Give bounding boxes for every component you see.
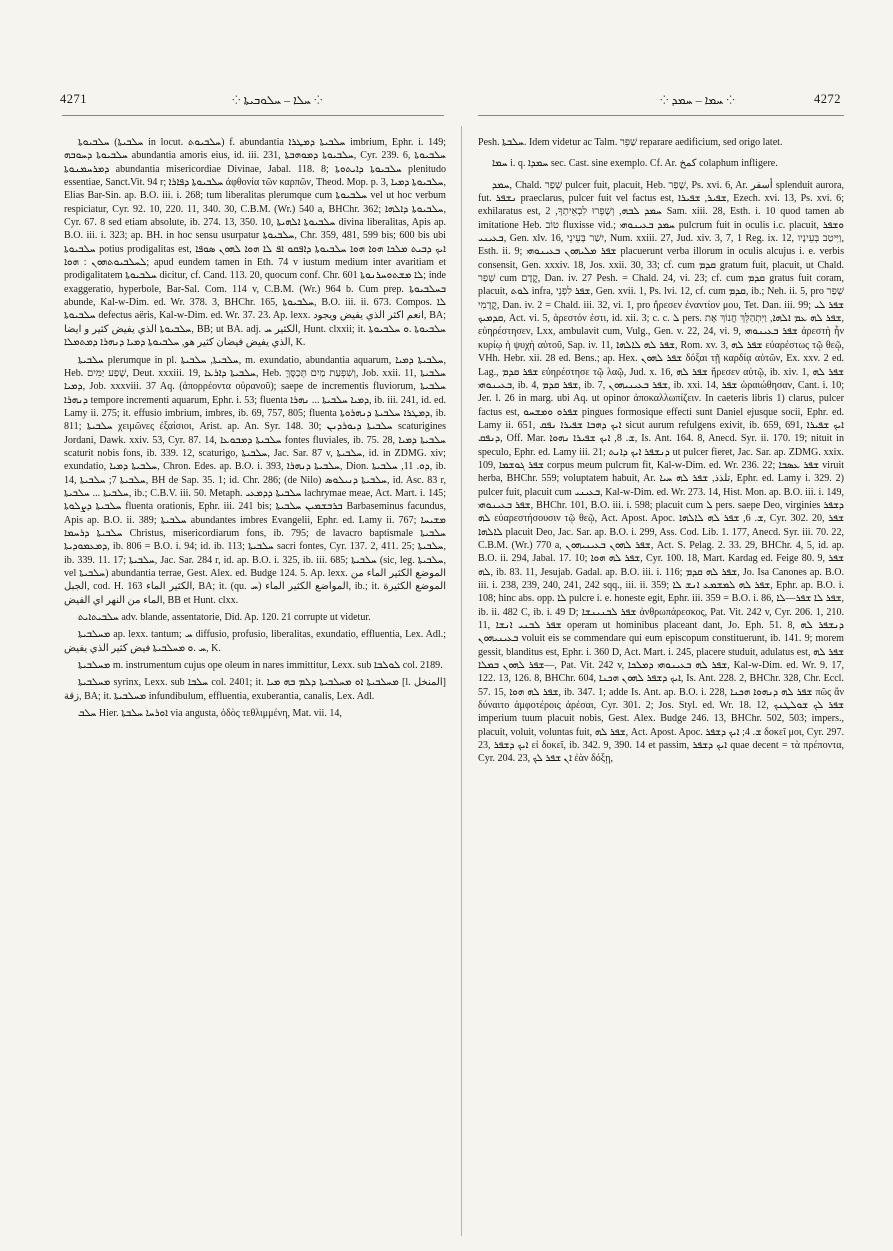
entry-paragraph: ܚܠܒܝܬܐ plerumque in pl. ܚܠܒܝܬܐ, ܚܠܒܝܬܐ, m. exundatio, abundantia aquarum, ܚܠܒܝܬܐ ܕܡܝܐ, Heb. שֶׁפַע יַמִּים, Deut. xxxiii. 19, ܚܠܒܝܬܐ ܕܐܪܥܐ, Heb. וְשִׁפְעַת מַיִם תְּכַסֶּךָּ, Job. xxii. 11, ܚܠܒܝܬܐ ܕܡܝܐ, Job. xxxviii. 37 Aq. (ἀπορρέοντα οὐρανοῦ); saepe de incrementis fluviorum, ܚܠܒܝܬܐ ܕܢܗܪܐ tempore incrementi aquarum, Ephr. i. 53; fluenta ܕܡܝܐ ܚܠܒܝܬܐ ... ܢܗܪܐ, ib. iii. 241, id. ed. Lamy ii. 275; it. effusio imbrium, imbres, ib. 69, 757, 805; fluenta ܕܡܛܪܐ ܚܠܒܝܬܐ ܕܢܗܪܘܬܐ, ib. 811; ܚܠܒܝܬܐ χειμῶνες ἐξαίσιοι, Arist. ap. An. Syr. 148. 30; ܚܠܒܝܬܐ ܕܝܘܪܕܢܢ scaturigines Jordani, Dawk. xxiv. 53, Cyr. 87. 14, ܚܠܒܝܬܐ ܕܡܒܘܥܐ fontes fluviales, ib. 75. 28, ܚܠܒܝܬܐ ܕܡܝܐ scaturit nobis fons, ib. 339. 12, scaturigo, ܚܠܒܝܬܐ, Jac. Sar. 87 v, ܚܠܒܝܬܐ, id. in ZDMG. xiv; exundatio, ܚܠܒܝܬܐ ܕܡܝܐ, Chron. Edes. ap. B.O. i. 393, ܚܠܒܝܬܐ ܕܢܗܪܐ, Dion. ܕܘ. 11, ܚܠܒܝܬܐ, ib. 14, ܚܠܒܝܬܐ 7; ܚܠܒܝܬܐ, BH de Sap. 35. 1; id. Chr. 286; (de Nilo) ܚܠܒܝܬܐ ܕܢܝܠܘܣ, id. Asc. 83 r, ܚܠܒܝܬܐ ... ܚܠܒܝܬܐ, ib.; C.B.V. iii. 50. Metaph. ܚܠܒܝܬܐ ܕܕܡܥܝ lachrymae meae, Act. Mart. i. 145; ܚܠܒܝܬܐ ܕܨܠܘܬܐ fluenta orationis, Ephr. iii. 241 bis; ܒܪܒܫܡܝܢ ܚܠܒܝܬܐ Barbaseminus facundus, Apis ap. B.O. ii. 389; ܚܠܒܝܬܐ abundantes imbres Evangelii, Ephr. ed. Lamy ii. 767; ܡܫܝܚܐ ܚܠܒܝܬܐ ܕܪܚܡܐ Christus, misericordiarum fons, ib. 795; de lavacro baptismale ܚܠܒܝܬܐ ܕܡܥܡܘܕܝܬܐ, ib. 806 = B.O. i. 94; id. ib. 113; ܚܠܒܝܬܐ sacri fontes, Cyr. 137. 2, 411. 25; ܚܠܒܝܬܐ, ib. 339. 11. 17; ܚܠܒܝܬܐ, Jac. Sar. 284 r, id. ap. B.O. i. 325, ib. iii. 685; ܚܠܒܝܬܐ (sic, leg. ܚܠܒܝܬܐ, vel ܚܠܒܝܬܐ) abundantia terrae, Gest. Alex. ed. Budge 124. 5. Ap. lexx. الموضع الكثير الماء من الجبل, cod. H. 163 الكثير الماء, BA; it. (qu. ܚ) المواضع الكثير الماء, ib.; it. الموضع الكثيرة الماء من النهر اي الفيض, BB et Hunt. clxx. [64,354,446,606]
entry-paragraph: ܚܠܒܝܬܐܝܬ adv. blande, assentatorie, Did. Ap. 120. 21 corrupte ut videtur. [78,612,371,624]
header-rule-right [478,115,844,116]
page-number-right: 4272 [814,92,841,106]
running-head-left: ⁘ ܚܠܐ ‒ ܚܠܘܒܝܬܐ ⁘ [232,93,323,107]
entry-paragraph: ܡܚܠܒܝܬܐ ap. lexx. tantum; ܚ diffusio, profusio, liberalitas, exundatio, effluentia, Lex. Adl.; ܚ .ܘ ܡܚܠܒܝܬܐ فيض كثير الذي يفيض, K. [64,629,446,654]
column-divider [461,126,462,1236]
entry-paragraph: ܚܡܕ, Chald. שְׁפַר pulcer fuit, placuit, Heb. שָׁפַר, Ps. xvi. 6, Ar. أسفر splenduit aurora, fut. ܢܫܦܪ praeclarus, pulcer fuit vel factus est, ܫܦܝܪ, ܫܦܝܪܐ, Ezech. xvi. 13, Ps. xvi. 6; exhilaratus est, ܚܡܕ ܠܒܗ, וְשָׁפְרוּ לִבְאֵיתְךָ, 2 Sam. xiii. 28, Esth. i. 10 quod tamen ab imitatione Heb. טוֹב fluxisse vid.; ܚܡܕ ܒܥܝܢܘܗܝ pulcrum fuit in oculis i.c. placuit, ܘܫܦܪ ܒܥܝܢܝ, Gen. xlv. 16, יִשַׁר בְּעֵינֵי, Num. xxiii. 27, Jud. xiv. 3, 7, 1 Reg. ix. 12, וַיִּיטַב בְּעֵינָיו, Esth. ii. 9; ܫܦܪ ܡܠܝܗܘܢ ܒܥܝܢܘܗܝ placuerunt verba illorum in oculis alcujus i. e. verbis consensit, Gen. xxxiv. 18, Jos. xxii. 30, 33; cf. cum ܩܕܡ gratum fuit, placuit, ut Chald. שְׁפַר cum קֳדָם, Dan. iv. 27 Pesh. = Chald. 24, vi. 23; cf. cum ܩܕܡ gratus fuit coram, placuit, ܠܘܬ infra, ܫܦܪ לִפְנֵי, Gen. xvii. 1, Ps. lvi. 12, cf. cum ܩܕܡ, ib.; Neh. ii. 5, pro שְׁפַר קֳדָמִי, Dan. iv. 2 = Chald. iii. 32, vi. 1, pro ἤρεσεν ἐναντίον μου, Tet. Dan. iii. 99; ܫܦܪ ܠܝ ܩܕܡܝܟ, Act. vi. 5, ἀρεστόν ἐστι, id. xii. 3; c. c. ܠ pers. ܫܦܪ ܠܗ ܥܡ ܐܠܗܐ, וַיִּתְהַלֵּךְ חֲנוֹךְ אֶת, εὐηρέστησεν, Lxx, ambulavit cum, Vulg., Gen. v. 22, 24, vi. 9, ܫܦܪ ܒܥܝܢܘܗܝ ἀρεστὴ ἦν κυρίῳ ἡ ψυχὴ αὐτοῦ, Sap. iv. 11, ܫܦܪ ܠܗ ܠܐܠܗܐ, Rom. xv. 3, ܫܦܪ ܠܗ εὐαρέστως τῷ θεῷ, VHh. Hebr. xii. 28 ed. Bens.; ap. Hex. ܫܦܪ ܠܗܘܢ δόξαι τῇ καρδίᾳ αὐτῶν, Ex. xxv. 2 ed. Lag., ܫܦܪ ܩܕܡ εὐηρέστησε τῷ λαῷ, Jud. x. 16, ܫܦܪ ܠܗ ἤρεσεν αὐτῷ, ib. xiv. 1, ܫܦܪ ܠܗ ܒܥܝܢܘܗܝ, ib. 4, ܫܦܪ ܩܕܡ, ib. 7, ܫܦܪ ܒܥܝܢܝܗܘܢ, ib. xxi. 14, ܫܦܪ ὡραιώθησαν, Cant. i. 10; Jer. l. 26 in marg. ubi Aq. ut opinor ἀποκαλλωπίζειν. In caeteris libris 1) clarus, pulcer factus est, ܫܦܪܘ ܘܡܫܚܘ pingues formosique effecti sunt Daniel ejusque socii, Ephr. ed. Lamy ii. 651, ܐܝܟ ܕܗܒܐ ܫܦܝܪܐ ܢܦܩ sicut aurum refulgens exivit, ib. 659, 691, ܐܝܟ ܫܦܝܪܐ ܕܢܦܩ, Off. Mar. ܫ. 8, ܐܝܟ ܫܦܝܪܐ ܢܗܘܐ, Is. Ant. 164. 8, Anecd. Syr. ii. 170. 19; nituit in speculo, Ephr. ed. Lamy iii. 21; ܕܢܫܦܪ ܐܝܟ ܕܐܢܬ ut pulcer fieret, Jac. Sar. ap. ZDMG. xxix. 109, ܫܦܪ ܓܘܫܡܐ corpus meum pulcrum fit, Kal-w-Dim. ed. Wr. 236. 22; ܫܦܪ ܥܣܒܐ viruit herba, BHChr. 559; voluptatem habuit, Ar. تلذذ, ܫܦܪ ܠܗ ܚܝܐ, Ephr. ed. Lamy i. 329. 2) pulcer fuit, placuit cum ܒܥܝܢܝ, Kal-w-Dim. ed. Wr. 273. 14, Hist. Mon. ap. B.O. iii. i. 149, ܫܦܪ ܒܥܝܢܘܗܝ, BHChr. 101, B.O. iii. i. 598; placuit cum ܠ pers. saepe Deo, virginies ܕܫܦܪ ܠܗ εὐαρεστήσουσιν τῷ θεῷ, Act. Apost. Apoc. ܫ. 6, ܫܦܪ ܠܗ ܠܐܠܗܐ, Cyr. 302. 20, ܫܦܪ ܠܐܠܗܐ placuit Deo, Jac. Sar. ap. B.O. i. 299, Ass. Cod. Lib. 1. 177, Anecd. Syr. iii. 70. 22, C.B.M. (Wr.) 770 a, ܫܦܪ ܠܗܘܢ ܒܥܝܢܝܗܘܢ, Act. S. Pelag. 2. 33. 29, BHChr. 4, 5, id. ap. B.O. ii. 294, Jabal. 17. 10; ܫܦܪ ܠܗ ܗܘܐ, Cyr. 100. 18, Mart. Kardag ed. Feige 80. 9, ܫܦܪ ܠܗ, ib. 83. 11, Jesujab. Gadal. ap. B.O. iii. i. 116; ܫܦܪ ܠܗ ܩܕܡ, Jo. Isa Canones ap. B.O. iii. i. 238, 239, 240, 241, 242 sqq., iii. ii. 359; ܫܦܪ ܠܗ ܠܡܫܡܥ ܐܢܫ ܠܐ, Ephr. ap. B.O. i. 108; hinc abs. opp. ܠܐ pulcre i. e. honeste egit, Ephr. iii. 359 = B.O. i. 86, ܫܦܪ ܠܐ ܫܦܪ—ܠܐ, ib. ii. 482 C, ib. i. 49 D; ܫܦܪ ܠܒܢܝܢܫܐ ἀνθρωπάρεσκος, Pat. Vit. 242 v, Cyr. 206. 1, 210. 11, ܫܦܪ ܠܒܢܝ ܐܢܫܐ operam ut hominibus placeant dant, Jo. Eph. 51. 8, ܕܢܫܦܪ ܠܗ ܒܥܝܢܝܗܘܢ voluit eis se commendare qui eum episcopum constituerunt, ib. 141. 9; morem gessit, blanditus est, Ephr. i. 360 D, Act. Mart. i. 245, placere studuit, adulatus est, ܫܦܪ ܠܗ—ܫܦܪ ܠܗܘܢ ܒܡܠܐ, Pat. Vit. 242 v, ܫܦܪ ܠܗ ܒܥܝܢܘܗܝ ܕܡܠܟܐ, Kal-w-Dim. ed. Wr. 9. 17, 122. 13, 126. 8, BHChr. 604, ܐܝܟ ܕܫܦܪ ܠܗܘܢ ܗܟܢܐ, Is. Ant. 228. 2, BHChr. 328, Chr. Eccl. 57. 15, ܫܦܪ ܠܗ ܗܘܐ, ib. 347. 1; adde Is. Ant. ap. B.O. i. 228, ܫܦܪ ܠܗ ܕܢܗܘܐ ܗܟܢܐ πῶς ἂν δύναιτο ἀμφοτέροις ἀρέσαι, Cyr. 301. 2; Jos. Styl. ed. Wr. 18. 12, ܫܦܪ ܠܟ ܫܘܠܛܢܟ imperium tuum placuit nobis, Gest. Alex. Budge 246. 13, BHChr. 502, 503; impers., placuit, voluit, voluntas fuit, ܫܦܪ ܠܗ, Act. Apost. Apoc. ܫ. 4; ܐܝܟ ܕܫܦܪ δοκεῖ μοι, Cyr. 297. 23, ܐܝܟ ܕܫܦܪ εἰ δοκεῖ, ib. 342. 9, 390. 14 et passim, ܐܝܟ ܕܫܦܪ quae decent = τὰ πρέποντα, Cyr. 204. 23, ܐܢ ܫܦܪ ܠܟ ἐὰν δόξῃ, [478,179,844,765]
entry-paragraph: ܡܚܠܒܝܬܐ syrinx, Lexx. sub ܚܠܒܐ col. 2401; it. ܡܚܠܒܝܬܐ ܐܘ ܡܚܠܒܝܬܐ ܕܠܡ ܒܗ ܡܝܐ [l. المنخل] زقة, BA; it. ܡܚܠܒܝܬܐ infundibulum, effluentia, exuberantia, canalis, Lex. Adl. [64,677,446,702]
page-header [60,92,841,114]
running-head-right: ⁘ ܚܡܐ ‒ ܚܡܕ ⁘ [660,93,735,107]
left-column [64,136,446,1236]
entry-paragraph: ܡܚܠܒܝܬܐ m. instrumentum cujus ope oleum in nares immittitur, Lexx. sub ܠܘܠܒܐ col. 2189. [78,660,443,672]
entry-paragraph: ܚܡܐ i. q. ܚܡܕܐ sec. Cast. sine exemplo. Cf. Ar. كمخ colaphum infligere. [492,158,778,170]
entry-paragraph: ܚܠܒܝܘܬܐ (ܚܠܒܝܬܐ in locut. ܚܠܒܝܘܬ) f. abundantia ܚܠܒܝܬܐ ܕܡܛܪܐ imbrium, Ephr. i. 149; ܚܠܒܝܘܬܐ ܕܚܘܒܗ abundantia amoris eius, id. iii. 231, ܚܠܒܝܘܬܐ ܕܡܘܗܒܬܐ, Cyr. 239. 6, ܚܠܒܝܘܬܐ ܕܡܪܚܡܢܘܬܐ abundantia misericordiae Divinae, Jabal. 118. 8; ܚܠܒܝܘܬܐ ܕܐܝܬܘܬܐ plenitudo essentiae, Sanct.Vit. 94 r; ܚܠܒܝܘܬܐ ܕܦܐܪܐ ἀφθονία τῶν καρπῶν, Theod. Mop. p. 3, ܚܠܒܝܘܬܐ ܕܡܝܐ, Elias Bar-Sin. ap. B.O. iii. i. 268; tum liberalitas plerumque cum ܚܠܒܝܘܬܐ vel ut hoc verbum respiciatur, Cyr. 92. 10, 220. 11, 340. 30, C.B.M. (Wr.) 540 a, BHChr. 362; ܚܠܒܝܘܬܐ ܕܐܠܗܐ, Cyr. 67. 8 sed etiam absolute, ib. 274. 13, 350. 10, ܚܠܒܝܘܬܐ ܐܠܗܝܬܐ divina liberalitas, Apis ap. B.O. iii. i. 323; ap. BH. in hoc sensu usurpatur ܚܠܒܝܘܬܐ, Chr. 359, 481, 599 bis; 600 bis ubi ܚܠܒܝܘܬܐ potius prodigalitas est, ܐܝܟ ܕܒܝܬ ܡܠܟܐ ܗܘܐ ܗܘܐ ܚܠܒܝܘܬܐ ܕܐܦܩܘ ܐܦ ܠܐ ܗܘܐ ܠܗܘܢ ܣܘܦܐ ܠܚܠܒܝܘܬܗܘܢ : ܗܘܐ; apud eundem tamen in Eth. 74 v iustum medium inter avaritiam et prodigalitatem ܚܠܒܝܘܬܐ dicitur, cf. Cand. 113. 20, quocum conf. Chr. 601 ܠܐ ܡܫܬܘܚܪܢܘܬܐ; inde exaggeratio, hyperbole, Bar-Sal. Com. 114 v, C.B.M. (Wr.) 964 b. Cum prep. ܒܚܠܒܝܘܬܐ abunde, Kal-w-Dim. ed. Wr. 378. 3, BHChr. 165, ܚܠܒܝܘܬܐ, B.O. iii. ii. 673. Compos. ܠܐ ܚܠܒܝܘܬܐ defectus aëris, Kal-w-Dim. ed. Wr. 37. 23. Ap. lexx. انعم اكثر الذي يفيض ويجود, BA; ܚܠܒܝܘܬܐ الذي يفيض كثير و ايضا, BB; ut BA. adj. الكثير ܚ, Hunt. clxxii; it. ܚܠܒܝܘܬܐ .ܘ ܚܠܒܝܘܬܐ الذي يفيض فيضان كثير هو, ܚܠܒܝܘܬܐ ܕܡܝܐ ܕܢܗܪܐ ܕܡܬܡܠܐ, K. [64,137,446,349]
entry-paragraph: ܚܠܒ Hier. ܐܘܪܚܐ ܚܠܒܬܐ via angusta, ὁδὸς τεθλιμμένη, Mat. vii. 14, [78,708,342,720]
page-number-left: 4271 [60,92,87,106]
entry-paragraph: Pesh. ܚܠܒܬܐ. Idem videtur ac Talm. שַׁפֵּר reparare aedificium, sed origo latet. [478,137,783,148]
right-column [478,136,844,1236]
header-rule-left [62,115,444,116]
